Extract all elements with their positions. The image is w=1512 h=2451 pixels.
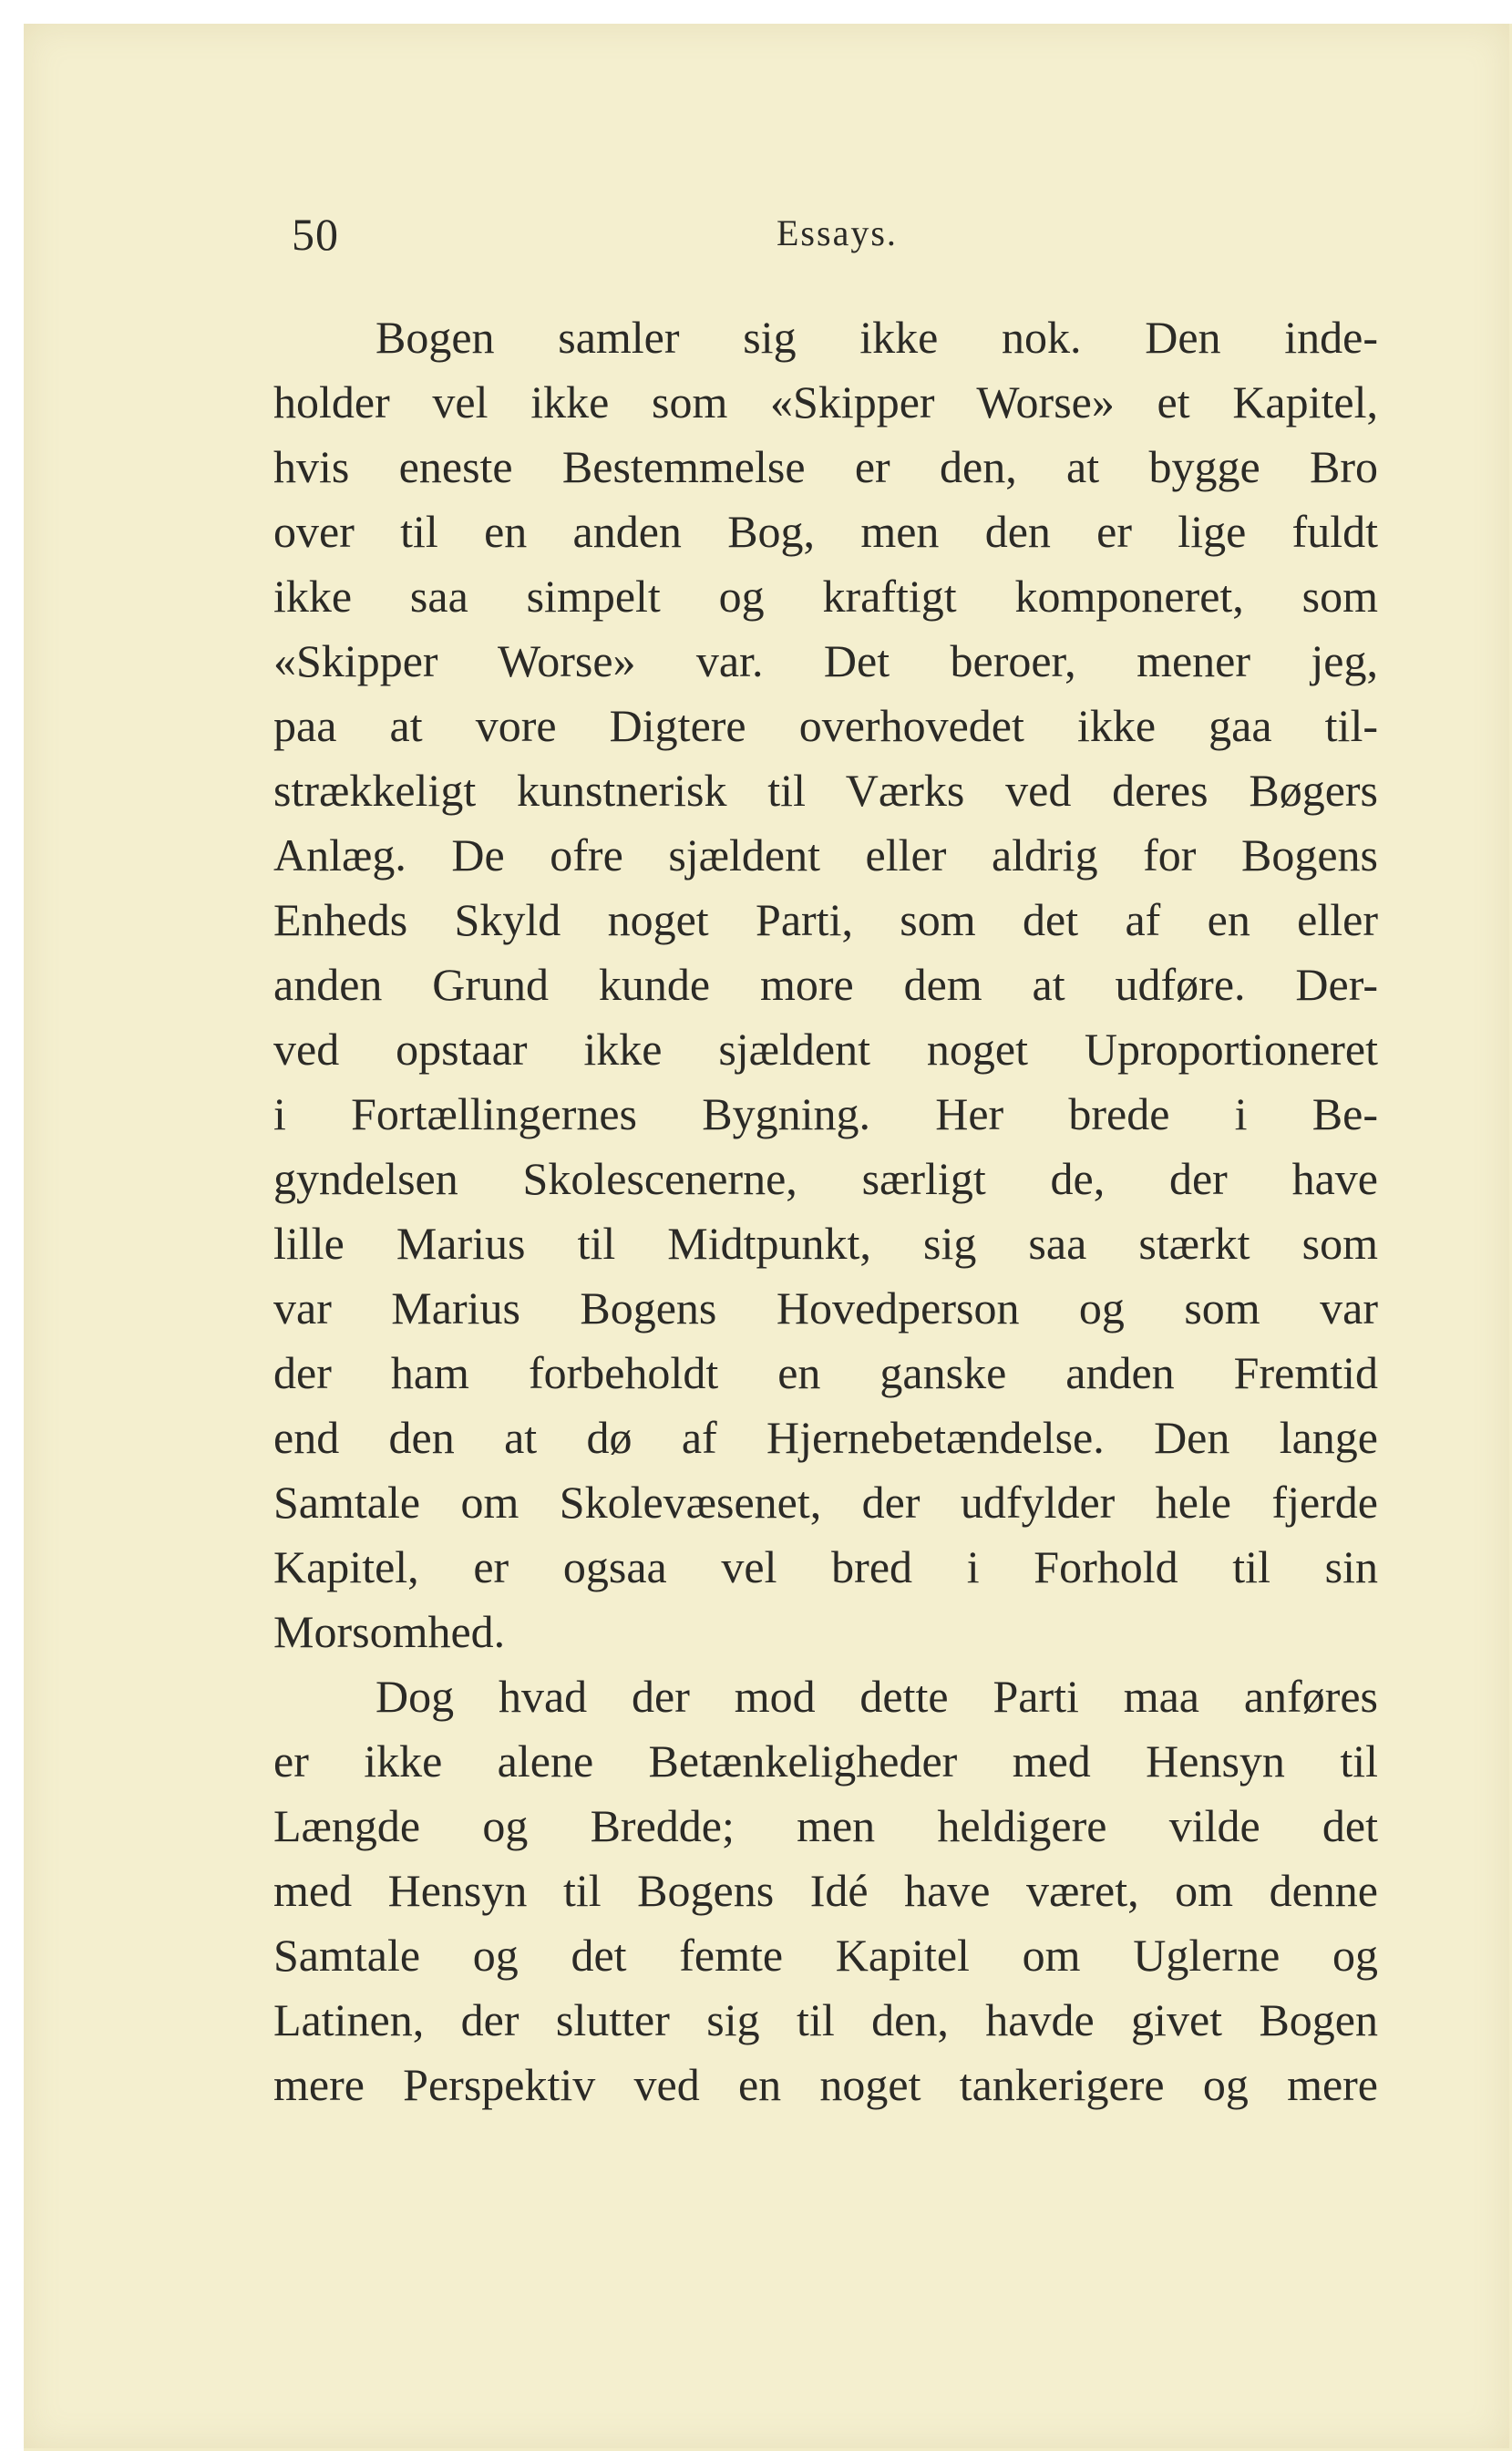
text-line: gyndelsen Skolescenerne, særligt de, der have (273, 1153, 1378, 1204)
text-line: Bogen samler sig ikke nok. Den inde- (375, 312, 1378, 363)
page-header (292, 208, 1385, 263)
text-line: over til en anden Bog, men den er lige fuldt (273, 506, 1378, 557)
running-head: Essays. (777, 212, 898, 253)
text-line: Morsomhed. (273, 1606, 506, 1657)
text-line: Enheds Skyld noget Parti, som det af en eller (273, 894, 1378, 945)
text-line: var Marius Bogens Hovedperson og som var (273, 1282, 1378, 1334)
text-line: med Hensyn til Bogens Idé have været, om denne (273, 1865, 1378, 1916)
text-line: der ham forbeholdt en ganske anden Fremtid (273, 1347, 1378, 1398)
text-line: Kapitel, er ogsaa vel bred i Forhold til sin (273, 1541, 1378, 1592)
scan-border-left (0, 0, 24, 2451)
text-line: mere Perspektiv ved en noget tankerigere og mere (273, 2059, 1378, 2110)
page-number: 50 (292, 209, 339, 260)
text-line: paa at vore Digtere overhovedet ikke gaa til- (273, 700, 1378, 751)
text-line: er ikke alene Betænkeligheder med Hensyn til (273, 1735, 1378, 1787)
text-line: Dog hvad der mod dette Parti maa anføres (375, 1671, 1378, 1722)
paragraph-2 (273, 1664, 1378, 2117)
text-line: holder vel ikke som «Skipper Worse» et Kapitel, (273, 376, 1378, 427)
text-line: Samtale om Skolevæsenet, der udfylder hele fjerde (273, 1477, 1378, 1528)
text-line: ved opstaar ikke sjældent noget Uproportioneret (273, 1024, 1378, 1075)
paragraph-1 (273, 305, 1378, 1664)
text-line: anden Grund kunde more dem at udføre. Der- (273, 959, 1378, 1010)
text-line: Længde og Bredde; men heldigere vilde det (273, 1800, 1378, 1851)
body-text (273, 305, 1378, 2117)
text-line: lille Marius til Midtpunkt, sig saa stærkt som (273, 1218, 1378, 1269)
scan-border-top (0, 0, 1512, 24)
text-line: hvis eneste Bestemmelse er den, at bygge Bro (273, 441, 1378, 492)
text-line: «Skipper Worse» var. Det beroer, mener jeg, (273, 635, 1378, 686)
text-line: end den at dø af Hjernebetændelse. Den lange (273, 1412, 1378, 1463)
text-line: ikke saa simpelt og kraftigt komponeret, som (273, 571, 1378, 622)
text-line: i Fortællingernes Bygning. Her brede i Be- (273, 1088, 1378, 1139)
text-line: strækkeligt kunstnerisk til Værks ved deres Bøgers (273, 765, 1378, 816)
text-line: Anlæg. De ofre sjældent eller aldrig for Bogens (273, 829, 1378, 881)
text-line: Latinen, der slutter sig til den, havde givet Bogen (273, 1994, 1378, 2045)
text-line: Samtale og det femte Kapitel om Uglerne og (273, 1930, 1378, 1981)
